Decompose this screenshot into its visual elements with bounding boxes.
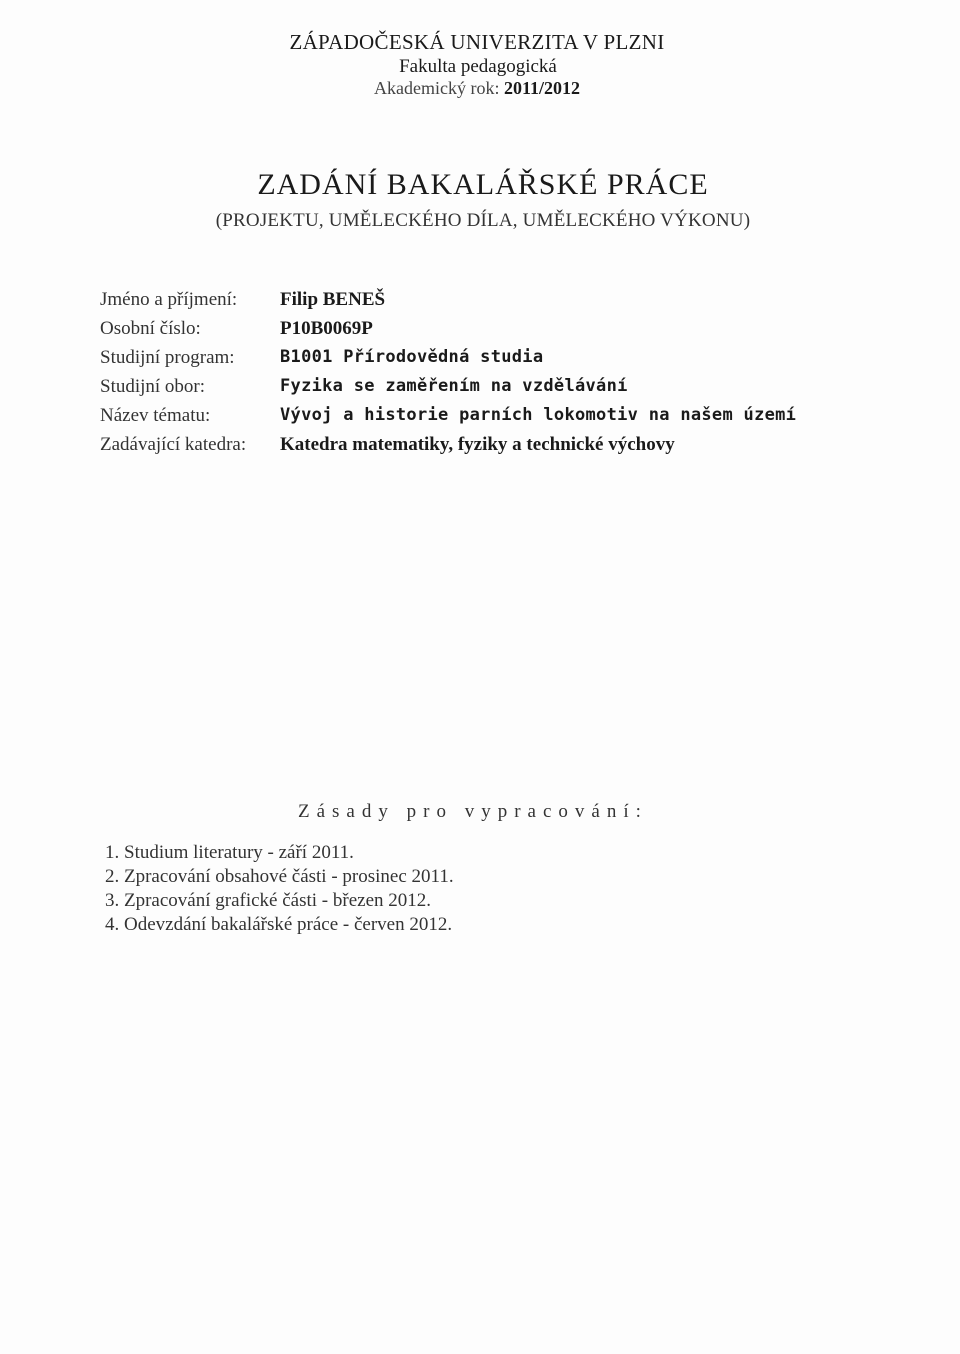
academic-year-value: 2011/2012 [503,78,580,98]
field-value: Fyzika se zaměřením na vzdělávání [280,376,628,396]
principles-heading: Zásady pro vypracování: [298,801,648,822]
field-value: B1001 Přírodovědná studia [280,347,544,367]
field-value: Vývoj a historie parních lokomotiv na našem území [280,405,797,425]
field-label: Studijní obor: [100,376,206,397]
field-label: Osobní číslo: [100,318,201,339]
field-value: Filip BENEŠ [280,289,386,310]
student-info-fields [100,289,860,463]
field-personal-number [100,318,860,347]
field-label: Jméno a příjmení: [100,289,238,310]
principles-list [105,841,454,937]
list-item: 1. Studium literatury - září 2011. [105,842,354,863]
university-name: ZÁPADOČESKÁ UNIVERZITA V PLZNI [289,30,665,54]
field-label: Zadávající katedra: [100,434,247,455]
field-label: Název tématu: [100,405,211,426]
list-item: 4. Odevzdání bakalářské práce - červen 2012. [105,914,453,935]
field-topic [100,405,860,434]
field-value: Katedra matematiky, fyziky a technické výchovy [280,434,675,455]
faculty-name: Fakulta pedagogická [399,56,557,77]
field-label: Studijní program: [100,347,235,368]
field-value: P10B0069P [280,318,373,339]
academic-year-label: Akademický rok: [374,78,500,98]
document-subtitle: (PROJEKTU, UMĚLECKÉHO DÍLA, UMĚLECKÉHO VÝKONU) [215,210,751,231]
list-item: 3. Zpracování grafické části - březen 2012. [105,890,432,911]
document-title: ZADÁNÍ BAKALÁŘSKÉ PRÁCE [257,168,709,201]
field-department [100,434,860,463]
field-study-program [100,347,860,376]
list-item: 2. Zpracování obsahové části - prosinec 2011. [105,866,454,887]
field-study-branch [100,376,860,405]
academic-year [0,78,957,99]
field-name [100,289,860,318]
